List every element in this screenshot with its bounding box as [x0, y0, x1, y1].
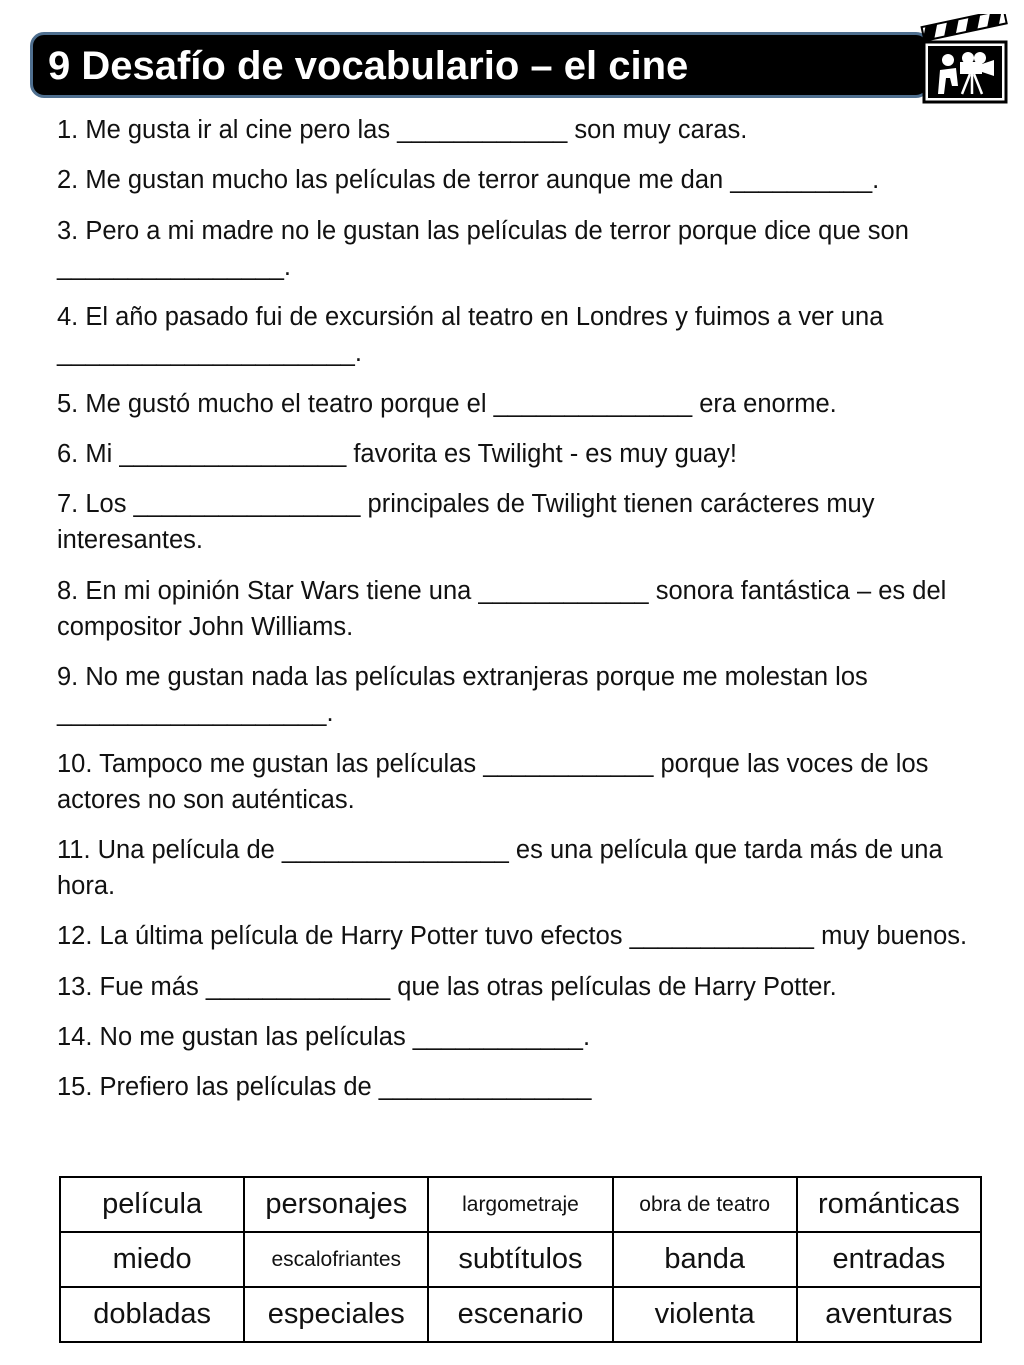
- exercise-item: 12. La última película de Harry Potter tuvo efectos _____________ muy buenos.: [57, 922, 968, 951]
- exercise-item: 1. Me gusta ir al cine pero las ____________ son muy caras.: [57, 116, 748, 144]
- page-title: 9 Desafío de vocabulario – el cine: [48, 44, 689, 88]
- word-bank-row: [60, 1232, 981, 1287]
- exercise-item: 13. Fue más _____________ que las otras películas de Harry Potter.: [57, 972, 837, 1001]
- word-bank-table: [59, 1176, 982, 1343]
- exercise-item: 2. Me gustan mucho las películas de terror aunque me dan __________.: [57, 166, 880, 195]
- word-bank-cell: película: [60, 1177, 244, 1232]
- exercise-item: 3. Pero a mi madre no le gustan las películas de terror porque dice que son ________________.: [57, 216, 909, 281]
- film-clapperboard-icon: [918, 14, 1010, 106]
- word-bank-cell: especiales: [244, 1287, 428, 1342]
- word-bank-cell: obra de teatro: [613, 1177, 797, 1232]
- word-bank-cell: dobladas: [60, 1287, 244, 1342]
- exercise-item: 5. Me gustó mucho el teatro porque el ______________ era enorme.: [57, 389, 837, 418]
- word-bank-cell: violenta: [613, 1287, 797, 1342]
- exercise-item: 14. No me gustan las películas ____________.: [57, 1023, 591, 1052]
- exercise-item: 6. Mi ________________ favorita es Twilight - es muy guay!: [57, 439, 737, 468]
- exercise-item: 9. No me gustan nada las películas extranjeras porque me molestan los ___________________.: [57, 663, 868, 728]
- word-bank-cell: escalofriantes: [244, 1232, 428, 1287]
- word-bank-cell: subtítulos: [428, 1232, 612, 1287]
- exercise-item: 7. Los ________________ principales de Twilight tienen carácteres muy interesantes.: [57, 490, 875, 555]
- word-bank-cell: personajes: [244, 1177, 428, 1232]
- exercise-item: 10. Tampoco me gustan las películas ____________ porque las voces de los actores no son auténticas.: [57, 749, 929, 814]
- word-bank-row: [60, 1177, 981, 1232]
- word-bank-cell: miedo: [60, 1232, 244, 1287]
- word-bank-cell: aventuras: [797, 1287, 981, 1342]
- word-bank-row: [60, 1287, 981, 1342]
- exercise-item: 11. Una película de ________________ es una película que tarda más de una hora.: [57, 835, 943, 900]
- exercise-list: [57, 112, 1002, 1120]
- word-bank-cell: entradas: [797, 1232, 981, 1287]
- exercise-item: 8. En mi opinión Star Wars tiene una ____________ sonora fantástica – es del compositor John Williams.: [57, 576, 947, 641]
- word-bank-cell: banda: [613, 1232, 797, 1287]
- word-bank-cell: largometraje: [428, 1177, 612, 1232]
- word-bank-cell: escenario: [428, 1287, 612, 1342]
- exercise-item: 15. Prefiero las películas de _______________: [57, 1073, 592, 1102]
- exercise-item: 4. El año pasado fui de excursión al teatro en Londres y fuimos a ver una _____________________.: [57, 303, 884, 368]
- word-bank-cell: románticas: [797, 1177, 981, 1232]
